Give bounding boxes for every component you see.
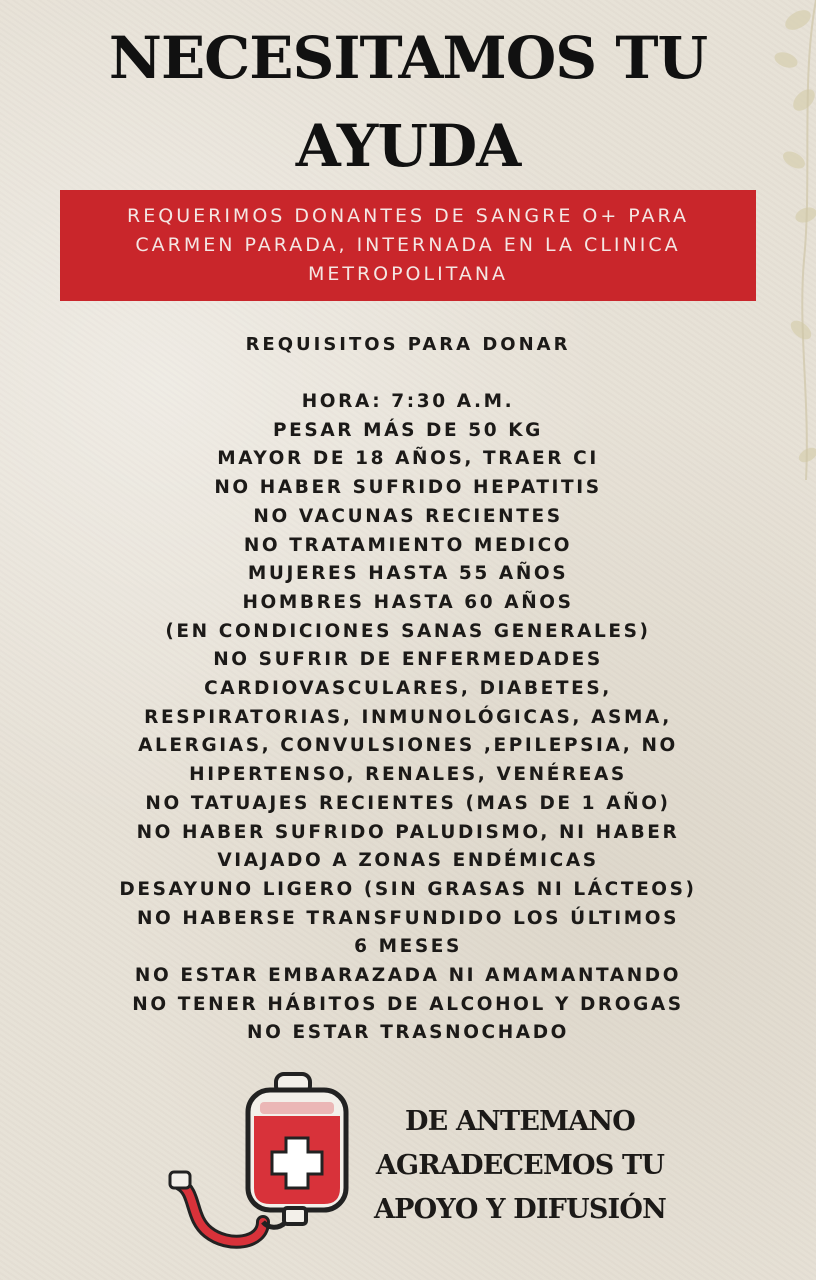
requirement-item: NO HABERSE TRANSFUNDIDO LOS ÚLTIMOS: [136, 907, 680, 929]
banner-line: CARMEN PARADA, INTERNADA EN LA CLINICA: [135, 234, 681, 256]
requirements-list: [40, 388, 776, 1048]
requirement-item: VIAJADO A ZONAS ENDÉMICAS: [217, 850, 599, 872]
banner-text: [127, 202, 689, 289]
requirement-item: NO ESTAR EMBARAZADA NI AMAMANTANDO: [134, 965, 682, 987]
page-title: [0, 14, 816, 190]
banner-line: METROPOLITANA: [307, 263, 509, 285]
requirement-item: PESAR MÁS DE 50 KG: [273, 419, 543, 441]
request-banner: [60, 190, 756, 301]
thanks-line: APOYO Y DIFUSIÓN: [374, 1194, 666, 1225]
requirement-item: NO SUFRIR DE ENFERMEDADES: [213, 649, 603, 671]
requirement-item: 6 MESES: [354, 936, 462, 958]
title-line: NECESITAMOS TU: [108, 24, 708, 92]
requirement-item: NO HABER SUFRIDO PALUDISMO, NI HABER: [136, 821, 680, 843]
requirement-item: DESAYUNO LIGERO (SIN GRASAS NI LÁCTEOS): [119, 878, 697, 900]
requirement-item: NO TRATAMIENTO MEDICO: [243, 534, 573, 556]
banner-line: REQUERIMOS DONANTES DE SANGRE O+ PARA: [127, 205, 689, 227]
title-line: AYUDA: [295, 112, 521, 180]
requirement-item: (EN CONDICIONES SANAS GENERALES): [165, 620, 651, 642]
requirement-item: NO TENER HÁBITOS DE ALCOHOL Y DROGAS: [132, 993, 684, 1015]
thanks-message: [340, 1100, 700, 1232]
requirement-item: RESPIRATORIAS, INMUNOLÓGICAS, ASMA,: [144, 706, 672, 728]
thanks-line: DE ANTEMANO: [405, 1106, 635, 1137]
requirement-item: HIPERTENSO, RENALES, VENÉREAS: [189, 764, 627, 786]
requirement-item: NO TATUAJES RECIENTES (MAS DE 1 AÑO): [145, 792, 671, 814]
requirement-item: NO HABER SUFRIDO HEPATITIS: [214, 477, 602, 499]
requirement-item: HOMBRES HASTA 60 AÑOS: [242, 591, 574, 613]
requirement-item: MAYOR DE 18 AÑOS, TRAER CI: [217, 448, 599, 470]
requirement-item: NO VACUNAS RECIENTES: [253, 505, 563, 527]
blood-bag-icon: [168, 1072, 358, 1252]
requirement-item: ALERGIAS, CONVULSIONES ,EPILEPSIA, NO: [138, 735, 678, 757]
requirement-item: MUJERES HASTA 55 AÑOS: [247, 563, 569, 585]
requirements-heading: REQUISITOS PARA DONAR: [245, 334, 571, 355]
requirement-item: NO ESTAR TRASNOCHADO: [247, 1022, 569, 1044]
requirement-item: HORA: 7:30 A.M.: [301, 391, 515, 412]
thanks-line: AGRADECEMOS TU: [375, 1150, 665, 1181]
blood-bag-icon: [168, 1072, 358, 1252]
requirement-item: CARDIOVASCULARES, DIABETES,: [204, 678, 612, 700]
